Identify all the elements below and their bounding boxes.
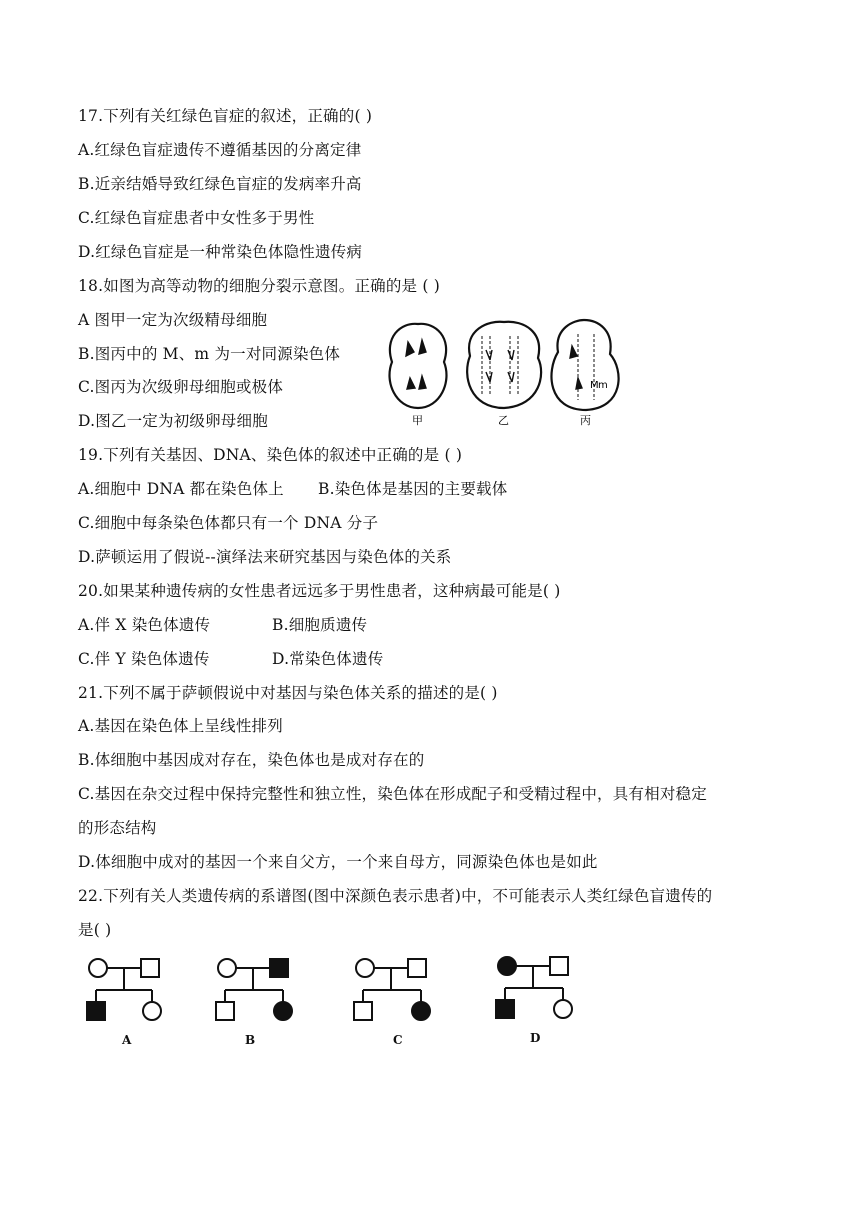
cell-yi-outline xyxy=(467,322,541,408)
pedigree-a xyxy=(87,959,161,1020)
q17-stem: 17.下列有关红绿色盲症的叙述，正确的( ) xyxy=(78,107,373,125)
q17-option-b: B.近亲结婚导致红绿色盲症的发病率升高 xyxy=(78,175,362,193)
q20-option-b: B.细胞质遗传 xyxy=(272,616,368,634)
chromosome-label-M: M xyxy=(590,380,599,391)
pedigree-label-b: B xyxy=(245,1033,256,1047)
q17-option-c: C.红绿色盲症患者中女性多于男性 xyxy=(78,209,315,227)
q21-stem: 21.下列不属于萨顿假说中对基因与染色体关系的描述的是( ) xyxy=(78,684,498,702)
q18-option-b: B.图丙中的 M、m 为一对同源染色体 xyxy=(78,345,341,363)
pedigree-c xyxy=(354,959,430,1020)
q21-option-b: B.体细胞中基因成对存在，染色体也是成对存在的 xyxy=(78,751,425,769)
q18-stem: 18.如图为高等动物的细胞分裂示意图。正确的是 ( ) xyxy=(78,277,440,295)
q20-option-d: D.常染色体遗传 xyxy=(272,650,384,668)
q18-option-d: D.图乙一定为初级卵母细胞 xyxy=(78,412,268,430)
q21-option-d: D.体细胞中成对的基因一个来自父方，一个来自母方，同源染色体也是如此 xyxy=(78,853,598,871)
cell-bing-outline xyxy=(551,320,618,410)
q17-option-a: A.红绿色盲症遗传不遵循基因的分离定律 xyxy=(78,141,362,159)
cell-division-figure xyxy=(378,316,628,428)
pedigree-figure xyxy=(80,950,580,1050)
figure-label-jia: 甲 xyxy=(412,414,423,427)
q19-option-b: B.染色体是基因的主要载体 xyxy=(318,480,508,498)
chromosome-label-m: m xyxy=(598,380,608,391)
q21-option-c-line1: C.基因在杂交过程中保持完整性和独立性，染色体在形成配子和受精过程中，具有相对稳定 xyxy=(78,785,707,803)
q20-option-a: A.伴 X 染色体遗传 xyxy=(78,616,211,634)
figure-label-bing: 丙 xyxy=(580,414,591,427)
pedigree-label-d: D xyxy=(530,1031,541,1045)
q19-option-a: A.细胞中 DNA 都在染色体上 xyxy=(78,480,284,498)
q20-option-c: C.伴 Y 染色体遗传 xyxy=(78,650,210,668)
cell-jia-outline xyxy=(390,324,447,408)
q18-option-a: A 图甲一定为次级精母细胞 xyxy=(78,311,268,329)
q22-stem-line2: 是( ) xyxy=(78,921,112,939)
q21-option-a: A.基因在染色体上呈线性排列 xyxy=(78,717,283,735)
q20-stem: 20.如果某种遗传病的女性患者远远多于男性患者，这种病最可能是( ) xyxy=(78,582,561,600)
q21-option-c-line2: 的形态结构 xyxy=(78,819,157,837)
q19-option-c: C.细胞中每条染色体都只有一个 DNA 分子 xyxy=(78,514,379,532)
q18-option-c: C.图丙为次级卵母细胞或极体 xyxy=(78,378,284,396)
pedigree-label-c: C xyxy=(393,1033,403,1047)
pedigree-label-a: A xyxy=(122,1033,132,1047)
pedigree-b xyxy=(216,959,292,1020)
q19-stem: 19.下列有关基因、DNA、染色体的叙述中正确的是 ( ) xyxy=(78,446,463,464)
q19-option-d: D.萨顿运用了假说--演绎法来研究基因与染色体的关系 xyxy=(78,548,452,566)
q17-option-d: D.红绿色盲症是一种常染色体隐性遗传病 xyxy=(78,243,363,261)
figure-label-yi: 乙 xyxy=(498,414,509,427)
pedigree-d xyxy=(496,957,572,1018)
q22-stem-line1: 22.下列有关人类遗传病的系谱图(图中深颜色表示患者)中，不可能表示人类红绿色盲遗传的 xyxy=(78,887,713,905)
